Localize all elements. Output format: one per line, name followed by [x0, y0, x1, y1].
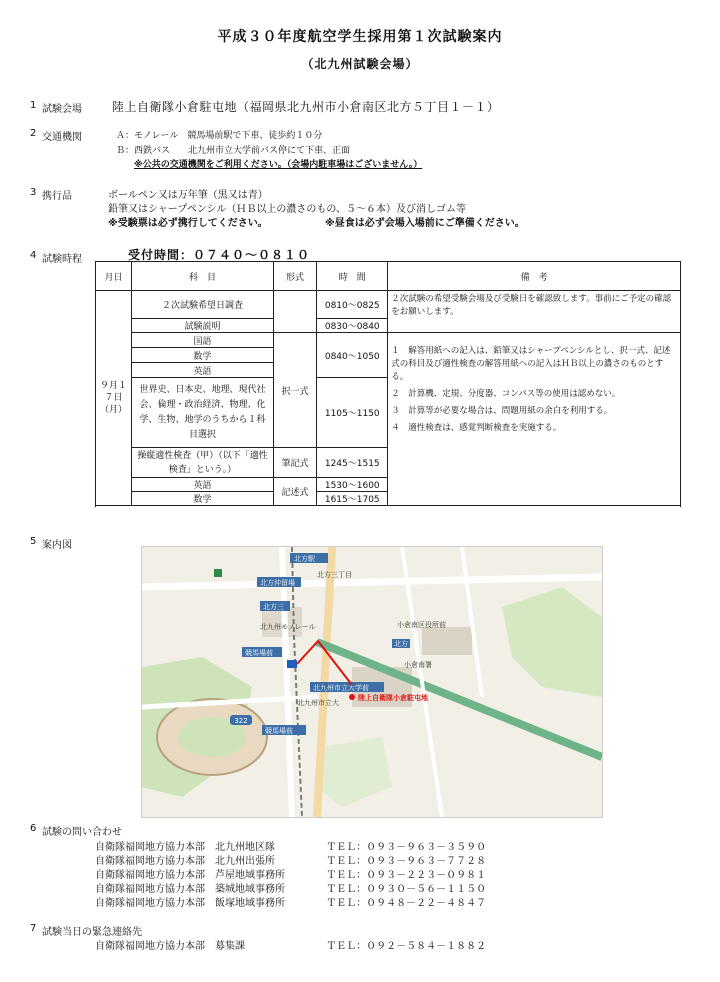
- reception-time: 受付時間：０７４０～０８１０: [128, 248, 311, 262]
- section-number: 6: [30, 823, 37, 834]
- table-cell: 操縦適性検査（甲）（以下「適性検査」という。）: [132, 448, 274, 478]
- notes-item: ４ 適性検査は、感覚判断検査を実施する。: [391, 423, 562, 433]
- header-subject: 科 目: [132, 262, 274, 291]
- items-line1: ボールペン又は万年筆（黒又は青）: [108, 190, 268, 201]
- notes-item: ２ 計算機、定規、分度器、コンパス等の使用は認めない。: [391, 389, 621, 399]
- contact-org: 自衛隊福岡地方協力本部 北九州地区隊: [95, 842, 275, 853]
- header-format: 形式: [273, 262, 316, 291]
- table-cell: 国語: [132, 333, 274, 348]
- header-date: 月日: [96, 262, 132, 291]
- venue-value: 陸上自衛隊小倉駐屯地（福岡県北九州市小倉南区北方５丁目１－１）: [112, 100, 500, 114]
- notes-item: ３ 計算等が必要な場合は、問題用紙の余白を利用する。: [391, 406, 613, 416]
- items-note1: ※受験票は必ず携行してください。: [108, 218, 268, 229]
- table-cell: 試験説明: [132, 319, 274, 333]
- road: [282, 547, 292, 817]
- emergency-tel: ＴＥＬ：０９２－５８４－１８８２: [326, 941, 487, 952]
- road: [142, 577, 602, 587]
- map-label-office: 小倉南区役所前: [397, 621, 446, 629]
- items-note2: ※昼食は必ず会場入場前にご準備ください。: [325, 218, 525, 229]
- table-cell: 記述式: [273, 478, 316, 506]
- table-cell: 択一式: [273, 333, 316, 448]
- table-cell: 筆記式: [273, 448, 316, 478]
- table-cell: 1615～1705: [317, 492, 388, 506]
- table-cell: 世界史、日本史、地理、現代社会、倫理・政治経済、物理、化学、生物、地学のうちから１科目選択: [132, 378, 274, 448]
- items-line2: 鉛筆又はシャープペンシル（ＨＢ以上の濃さのもの、５～６本）及び消しゴム等: [108, 204, 466, 215]
- table-cell: 0840～1050: [317, 333, 388, 378]
- page-subtitle: （北九州試験会場）: [301, 57, 419, 71]
- map-label-monorail: 北九州モノレール: [260, 623, 316, 631]
- road: [462, 547, 482, 697]
- table-cell: 1245～1515: [317, 448, 388, 478]
- map-label-kitagata-station: 北方駅: [294, 555, 315, 563]
- map-label-venue: 陸上自衛隊小倉駐屯地: [358, 694, 428, 702]
- map-label-police: 小倉南署: [404, 661, 432, 669]
- contact-org: 自衛隊福岡地方協力本部 北九州出張所: [95, 856, 275, 867]
- section-number: 4: [30, 250, 37, 261]
- table-cell: 数学: [132, 348, 274, 363]
- section-label-venue: 試験会場: [42, 104, 82, 115]
- section-number: 5: [30, 536, 37, 547]
- contact-tel: ＴＥＬ：０９３－２２３－０９８１: [326, 870, 487, 881]
- table-cell: 1105～1150: [317, 378, 388, 448]
- park-area: [502, 587, 602, 697]
- map-label-nikko: 北方三丁目: [317, 571, 352, 579]
- map-label-keibajo-bus: 競馬場前: [265, 727, 293, 735]
- section-number: 7: [30, 923, 37, 934]
- section-number: 3: [30, 187, 37, 198]
- schedule-table: [95, 261, 681, 506]
- table-cell: 1530～1600: [317, 478, 388, 492]
- table-cell: ２次試験希望日調査: [132, 291, 274, 319]
- table-cell: 英語: [132, 363, 274, 378]
- contact-org: 自衛隊福岡地方協力本部 築城地域事務所: [95, 884, 285, 895]
- emergency-org: 自衛隊福岡地方協力本部 募集課: [95, 941, 245, 952]
- section-label-items: 携行品: [42, 191, 72, 202]
- contact-tel: ＴＥＬ：０９３－９６３－３５９０: [326, 842, 487, 853]
- section-label-transport: 交通機関: [42, 132, 82, 143]
- emergency-row: [95, 937, 486, 952]
- section-number: 2: [30, 128, 37, 139]
- header-notes: 備 考: [388, 262, 681, 291]
- page-title: 平成３０年度航空学生採用第１次試験案内: [217, 29, 503, 45]
- transport-line-b: Ｂ：西鉄バス 北九州市立大学前バス停にて下車、正面: [116, 146, 351, 156]
- date-cell: ９月１７日（月）: [96, 291, 132, 506]
- contact-row: [95, 894, 486, 909]
- station-icon: [214, 569, 222, 577]
- park-area: [317, 737, 392, 807]
- transport-line-a: Ａ：モノレール 競馬場前駅で下車、徒歩約１０分: [116, 131, 323, 141]
- access-map: [141, 546, 603, 818]
- map-label-univ: 北九州市立大: [297, 699, 339, 707]
- section-label-schedule: 試験時程: [42, 254, 82, 265]
- section-number: 1: [30, 100, 37, 111]
- map-label-univ-bus: 北九州市立大学前: [313, 684, 369, 692]
- contact-row: [95, 866, 486, 881]
- section-label-map: 案内図: [42, 540, 72, 551]
- notes-item: １ 解答用紙への記入は、鉛筆又はシャープペンシルとし、択一式、記述式の科目及び適性検査の解答用紙への記入はＨＢ以上の濃さのものとする。: [391, 346, 671, 382]
- notes-list: [388, 333, 681, 506]
- map-label-kitagata-jct: 北方沖留場: [260, 579, 295, 587]
- contact-tel: ＴＥＬ：０９３０－５６－１１５０: [326, 884, 487, 895]
- contact-org: 自衛隊福岡地方協力本部 芦屋地域事務所: [95, 870, 285, 881]
- map-label-keibajo-station: 競馬場前: [245, 649, 273, 657]
- venue-marker: [349, 694, 355, 700]
- transport-note: ※公共の交通機関をご利用ください。（会場内駐車場はございません。）: [134, 160, 423, 170]
- table-cell: 英語: [132, 478, 274, 492]
- header-time: 時 間: [317, 262, 388, 291]
- route-number: 322: [234, 717, 248, 725]
- section-label-emergency: 試験当日の緊急連絡先: [42, 927, 142, 938]
- notes-top: ２次試験の希望受験会場及び受験日を確認致します。事前にご予定の確認をお願いします。: [388, 291, 681, 333]
- contact-row: [95, 852, 486, 867]
- contact-row: [95, 838, 486, 853]
- table-cell: 0810～0825: [317, 291, 388, 319]
- map-label-kitagata3: 北方三: [263, 603, 284, 611]
- contact-tel: ＴＥＬ：０９３－９６３－７７２８: [326, 856, 487, 867]
- contact-org: 自衛隊福岡地方協力本部 飯塚地域事務所: [95, 898, 285, 909]
- section-label-contacts: 試験の問い合わせ: [42, 827, 122, 838]
- map-label-kitagata: 北方: [394, 640, 408, 648]
- contact-row: [95, 880, 486, 895]
- building: [422, 627, 472, 655]
- table-cell: 0830～0840: [317, 319, 388, 333]
- table-cell: 数学: [132, 492, 274, 506]
- station-icon: [287, 660, 297, 668]
- contact-tel: ＴＥＬ：０９４８－２２－４８４７: [326, 898, 487, 909]
